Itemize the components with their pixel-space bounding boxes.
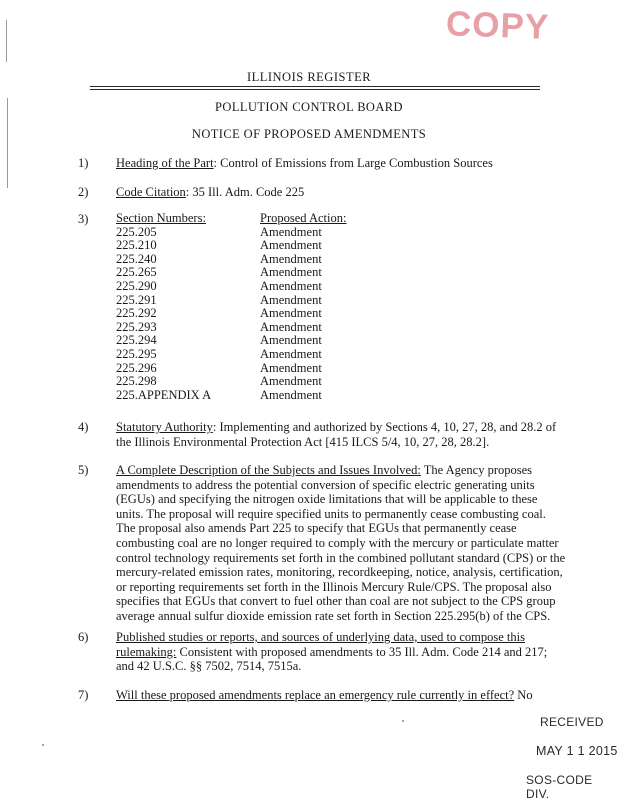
section-action: Amendment	[260, 278, 322, 293]
item-value: The Agency proposes	[420, 463, 533, 477]
sections-table	[116, 212, 460, 402]
item-label: rulemaking:	[116, 644, 177, 659]
section-number: 225.296	[116, 360, 157, 375]
paragraph-line: control technology requirements set forth in the combined pollutant standard (CPS) or the	[116, 550, 566, 565]
table-row	[116, 375, 460, 389]
register-title: ILLINOIS REGISTER	[246, 70, 372, 84]
table-row	[116, 389, 460, 403]
section-number: 225.265	[116, 265, 157, 280]
emergency-rule-question	[116, 688, 548, 703]
item-value: : 35 Ill. Adm. Code 225	[185, 185, 305, 199]
item-label: Published studies or reports, and sources of underlying data, used to compose this	[116, 630, 525, 644]
description-paragraph	[116, 463, 566, 624]
section-action: Amendment	[260, 346, 322, 361]
paragraph-line: (EGUs) and specifying the nitrogen oxide limitations that will be applicable to these	[116, 492, 538, 507]
paragraph-line: mercury-related emission rates, monitoring, recordkeeping, notice, analysis, certification,	[116, 565, 563, 580]
section-action: Amendment	[260, 265, 322, 280]
section-action: Amendment	[260, 333, 322, 348]
table-row	[116, 253, 460, 267]
item-label: Code Citation	[116, 185, 186, 199]
notice-title: NOTICE OF PROPOSED AMENDMENTS	[191, 127, 427, 141]
section-number: 225.293	[116, 319, 157, 334]
section-number: 225.295	[116, 346, 157, 361]
section-number: 225.205	[116, 224, 157, 239]
header-rule	[90, 86, 540, 87]
section-number: 225.292	[116, 306, 157, 321]
section-number: 225.290	[116, 278, 157, 293]
item-heading	[116, 156, 546, 170]
paragraph-line: specifies that EGUs that convert to fuel other than coal are not subject to the CPS group	[116, 594, 556, 609]
table-row	[116, 307, 460, 321]
margin-scan-mark	[6, 20, 7, 62]
statutory-authority-paragraph	[116, 420, 557, 449]
paragraph-line: or reporting requirements set forth in the Illinois Mercury Rule/CPS. The proposal also	[116, 579, 552, 594]
table-row	[116, 266, 460, 280]
scan-speck	[42, 744, 44, 746]
section-action: Amendment	[260, 292, 322, 307]
item-number: 1)	[78, 156, 89, 170]
section-action: Amendment	[260, 224, 322, 239]
published-studies-paragraph	[116, 630, 548, 674]
item-value: : Control of Emissions from Large Combustion Sources	[213, 156, 493, 170]
item-label: Statutory Authority	[116, 420, 213, 434]
section-numbers-header: Section Numbers:	[116, 211, 206, 225]
item-number: 4)	[78, 420, 89, 434]
section-action: Amendment	[260, 319, 322, 334]
item-number: 3)	[78, 212, 89, 226]
paragraph-line: combusting coal are no longer required to comply with the mercury or particulate matter	[116, 535, 559, 550]
item-label: Will these proposed amendments replace an emergency rule currently in effect?	[116, 688, 515, 702]
paragraph-line	[116, 688, 548, 703]
proposed-action-header: Proposed Action:	[260, 211, 347, 225]
section-number: 225.291	[116, 292, 157, 307]
section-action: Amendment	[260, 238, 322, 253]
section-number: 225.240	[116, 251, 157, 266]
paragraph-line: The proposal also amends Part 225 to specify that EGUs that permanently cease	[116, 521, 517, 536]
table-row	[116, 280, 460, 294]
paragraph-line	[116, 420, 557, 435]
section-number: 225.APPENDIX A	[116, 387, 212, 402]
header-rule	[90, 89, 540, 90]
item-value: Consistent with proposed amendments to 35 Ill. Adm. Code 214 and 217;	[176, 644, 548, 659]
section-action: Amendment	[260, 306, 322, 321]
section-number: 225.298	[116, 374, 157, 389]
section-number: 225.210	[116, 238, 157, 253]
paragraph-line: and 42 U.S.C. §§ 7502, 7514, 7515a.	[116, 659, 302, 674]
paragraph-line: average annual sulfur dioxide emission rate set forth in Section 225.295(b) of the CPS.	[116, 608, 551, 623]
board-title: POLLUTION CONTROL BOARD	[215, 100, 403, 114]
table-row	[116, 321, 460, 335]
section-number: 225.294	[116, 333, 157, 348]
item-label: Heading of the Part	[116, 156, 214, 170]
scan-speck	[402, 720, 404, 722]
paragraph-line: amendments to address the potential conversion of specific electric generating units	[116, 477, 535, 492]
paragraph-line	[116, 645, 548, 660]
table-row	[116, 362, 460, 376]
paragraph-line: the Illinois Environmental Protection Act [415 ILCS 5/4, 10, 27, 28, 28.2].	[116, 434, 490, 449]
received-stamp-office: SOS-CODE DIV.	[526, 773, 593, 801]
received-stamp-label: RECEIVED	[540, 715, 604, 729]
table-row	[116, 334, 460, 348]
sections-header-row	[116, 212, 460, 226]
item-number: 6)	[78, 630, 89, 644]
table-row	[116, 239, 460, 253]
item-number: 7)	[78, 688, 89, 702]
item-value: No	[514, 688, 533, 702]
item-number: 2)	[78, 185, 89, 199]
table-row	[116, 294, 460, 308]
section-action: Amendment	[260, 251, 322, 266]
section-action: Amendment	[260, 360, 322, 375]
table-row	[116, 226, 460, 240]
paragraph-line	[116, 463, 548, 478]
paragraph-line: units. The proposal will require specified units to permanently cease combusting coal.	[116, 506, 546, 521]
item-number: 5)	[78, 463, 89, 477]
received-stamp-date: MAY 1 1 2015	[536, 744, 618, 758]
item-label: A Complete Description of the Subjects and Issues Involved:	[116, 463, 421, 477]
table-row	[116, 348, 460, 362]
section-action: Amendment	[260, 374, 322, 389]
section-action: Amendment	[260, 387, 322, 402]
item-code-citation	[116, 185, 546, 199]
item-value: : Implementing and authorized by Sections 4, 10, 27, 28, and 28.2 of	[212, 420, 557, 434]
copy-stamp: COPY	[445, 4, 550, 47]
